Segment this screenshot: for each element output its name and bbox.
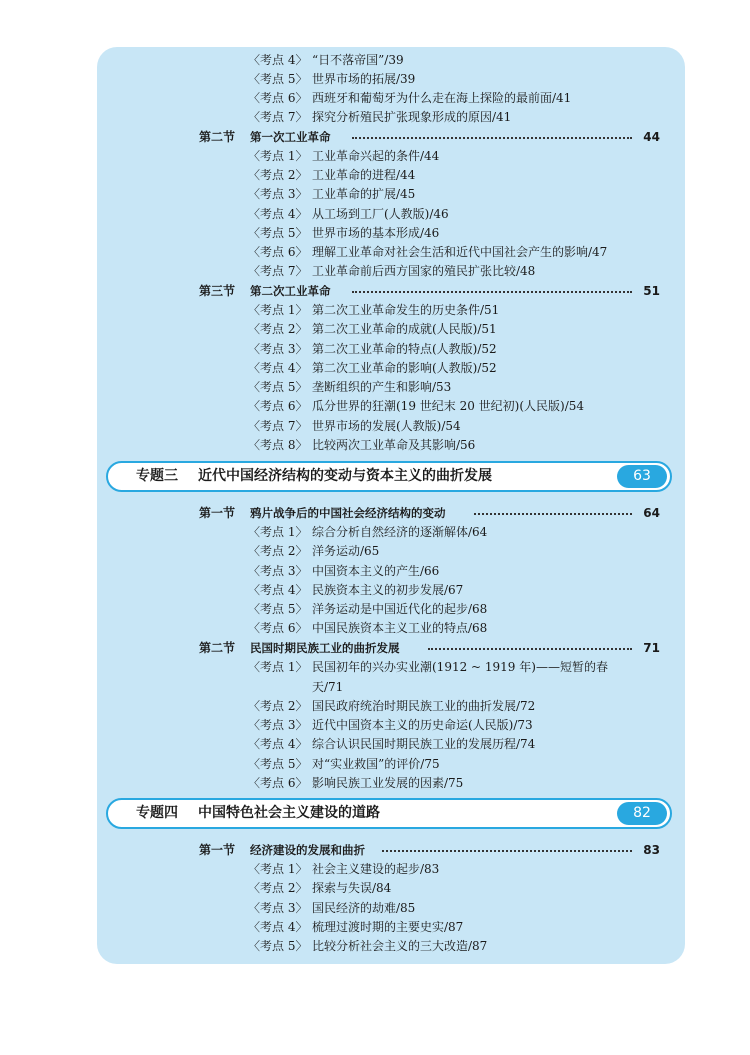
- item-text: 对“实业救国”的评价/75: [312, 757, 440, 771]
- section-page: 83: [643, 843, 660, 857]
- leader-dots: [352, 291, 632, 293]
- section-title: 鸦片战争后的中国社会经济结构的变动: [250, 506, 446, 520]
- toc-item[interactable]: [0, 581, 750, 600]
- section-title: 第一次工业革命: [250, 130, 331, 144]
- item-text: 民国初年的兴办实业潮(1912 ~ 1919 年)——短暂的春: [312, 660, 608, 674]
- item-tag: 〈考点 6〉: [248, 776, 308, 790]
- leader-dots: [382, 850, 632, 852]
- item-text: 工业革命的扩展/45: [312, 187, 416, 201]
- item-tag: 〈考点 2〉: [248, 544, 308, 558]
- item-text: 近代中国资本主义的历史命运(人民版)/73: [312, 718, 533, 732]
- item-tag: 〈考点 3〉: [248, 718, 308, 732]
- toc-item[interactable]: [0, 108, 750, 127]
- toc-item[interactable]: [0, 600, 750, 619]
- item-text: 社会主义建设的起步/83: [312, 862, 440, 876]
- item-tag: 〈考点 3〉: [248, 342, 308, 356]
- item-text: 综合分析自然经济的逐渐解体/64: [312, 525, 488, 539]
- section-page: 64: [643, 506, 660, 520]
- toc-item[interactable]: [0, 918, 750, 937]
- item-text: 天/71: [312, 680, 344, 694]
- section-page: 44: [643, 130, 660, 144]
- toc-item[interactable]: [0, 185, 750, 204]
- item-tag: 〈考点 5〉: [248, 380, 308, 394]
- section-number: 第一节: [199, 506, 236, 520]
- item-tag: 〈考点 1〉: [248, 525, 308, 539]
- topic-number: 专题四: [136, 805, 178, 821]
- toc-item[interactable]: [0, 243, 750, 262]
- item-tag: 〈考点 4〉: [248, 53, 308, 67]
- item-tag: 〈考点 7〉: [248, 264, 308, 278]
- section-title: 经济建设的发展和曲折: [250, 843, 365, 857]
- toc-item[interactable]: [0, 70, 750, 89]
- leader-dots: [352, 137, 632, 139]
- item-tag: 〈考点 5〉: [248, 757, 308, 771]
- item-tag: 〈考点 6〉: [248, 399, 308, 413]
- toc-item[interactable]: [0, 397, 750, 416]
- toc-item[interactable]: [0, 359, 750, 378]
- item-tag: 〈考点 4〉: [248, 361, 308, 375]
- item-text: 工业革命前后西方国家的殖民扩张比较/48: [312, 264, 536, 278]
- section-title: 民国时期民族工业的曲折发展: [250, 641, 400, 655]
- toc-item[interactable]: [0, 523, 750, 542]
- item-text: 瓜分世界的狂潮(19 世纪末 20 世纪初)(人民版)/54: [312, 399, 585, 413]
- item-tag: 〈考点 7〉: [248, 419, 308, 433]
- item-text: 中国资本主义的产生/66: [312, 564, 440, 578]
- toc-item[interactable]: [0, 205, 750, 224]
- item-text: 从工场到工厂(人教版)/46: [312, 207, 449, 221]
- toc-item[interactable]: [0, 755, 750, 774]
- section-page: 51: [643, 284, 660, 298]
- toc-item[interactable]: [0, 735, 750, 754]
- item-text: 世界市场的发展(人教版)/54: [312, 419, 461, 433]
- topic-title: 中国特色社会主义建设的道路: [198, 805, 380, 821]
- item-tag: 〈考点 3〉: [248, 564, 308, 578]
- toc-item[interactable]: [0, 378, 750, 397]
- section-heading[interactable]: [0, 841, 750, 860]
- item-tag: 〈考点 4〉: [248, 207, 308, 221]
- toc-item[interactable]: [0, 879, 750, 898]
- item-text: 第二次工业革命的影响(人教版)/52: [312, 361, 497, 375]
- section-number: 第二节: [199, 641, 236, 655]
- leader-dots: [474, 513, 632, 515]
- section-number: 第一节: [199, 843, 236, 857]
- item-text: 综合认识民国时期民族工业的发展历程/74: [312, 737, 536, 751]
- toc-item[interactable]: [0, 417, 750, 436]
- toc-item[interactable]: [0, 716, 750, 735]
- toc-item[interactable]: [0, 658, 750, 677]
- item-text: 工业革命的进程/44: [312, 168, 416, 182]
- toc-item[interactable]: [0, 436, 750, 455]
- item-text: 理解工业革命对社会生活和近代中国社会产生的影响/47: [312, 245, 608, 259]
- item-tag: 〈考点 8〉: [248, 438, 308, 452]
- item-tag: 〈考点 4〉: [248, 920, 308, 934]
- item-tag: 〈考点 4〉: [248, 737, 308, 751]
- item-text: 洋务运动是中国近代化的起步/68: [312, 602, 488, 616]
- toc-item[interactable]: [0, 51, 750, 70]
- section-heading[interactable]: [0, 282, 750, 301]
- topic-page-badge: 82: [617, 802, 667, 825]
- item-tag: 〈考点 3〉: [248, 901, 308, 915]
- item-text: 世界市场的基本形成/46: [312, 226, 440, 240]
- toc-item[interactable]: [0, 937, 750, 956]
- section-heading[interactable]: [0, 504, 750, 523]
- topic-number: 专题三: [136, 468, 178, 484]
- item-tag: 〈考点 5〉: [248, 602, 308, 616]
- item-tag: 〈考点 4〉: [248, 583, 308, 597]
- item-text: 第二次工业革命的特点(人教版)/52: [312, 342, 497, 356]
- toc-item[interactable]: [0, 562, 750, 581]
- toc-item[interactable]: [0, 774, 750, 793]
- toc-item[interactable]: [0, 860, 750, 879]
- leader-dots: [428, 648, 632, 650]
- item-text: 梳理过渡时期的主要史实/87: [312, 920, 464, 934]
- toc-item[interactable]: [0, 89, 750, 108]
- toc-item[interactable]: [0, 262, 750, 281]
- item-text: 比较分析社会主义的三大改造/87: [312, 939, 488, 953]
- topic-title: 近代中国经济结构的变动与资本主义的曲折发展: [198, 468, 492, 484]
- item-tag: 〈考点 5〉: [248, 226, 308, 240]
- item-text: 工业革命兴起的条件/44: [312, 149, 440, 163]
- topic-banner[interactable]: [106, 461, 672, 492]
- item-tag: 〈考点 1〉: [248, 660, 308, 674]
- topic-page-badge: 63: [617, 465, 667, 488]
- item-tag: 〈考点 2〉: [248, 881, 308, 895]
- item-text: 第二次工业革命的成就(人民版)/51: [312, 322, 497, 336]
- item-text: 第二次工业革命发生的历史条件/51: [312, 303, 500, 317]
- toc-item[interactable]: [0, 301, 750, 320]
- topic-banner[interactable]: [106, 798, 672, 829]
- section-title: 第二次工业革命: [250, 284, 331, 298]
- item-text: 民族资本主义的初步发展/67: [312, 583, 464, 597]
- item-tag: 〈考点 1〉: [248, 862, 308, 876]
- item-text: “日不落帝国”/39: [312, 53, 404, 67]
- item-tag: 〈考点 6〉: [248, 91, 308, 105]
- item-tag: 〈考点 5〉: [248, 939, 308, 953]
- item-text: 洋务运动/65: [312, 544, 380, 558]
- item-text: 探索与失误/84: [312, 881, 392, 895]
- toc-item[interactable]: [0, 320, 750, 339]
- section-number: 第二节: [199, 130, 236, 144]
- item-tag: 〈考点 6〉: [248, 621, 308, 635]
- section-page: 71: [643, 641, 660, 655]
- item-tag: 〈考点 1〉: [248, 149, 308, 163]
- section-heading[interactable]: [0, 639, 750, 658]
- item-text: 中国民族资本主义工业的特点/68: [312, 621, 488, 635]
- item-text: 国民政府统治时期民族工业的曲折发展/72: [312, 699, 536, 713]
- item-text: 世界市场的拓展/39: [312, 72, 416, 86]
- item-tag: 〈考点 3〉: [248, 187, 308, 201]
- section-number: 第三节: [199, 284, 236, 298]
- item-text: 探究分析殖民扩张现象形成的原因/41: [312, 110, 512, 124]
- item-text: 国民经济的劫难/85: [312, 901, 416, 915]
- item-text: 比较两次工业革命及其影响/56: [312, 438, 476, 452]
- item-tag: 〈考点 2〉: [248, 168, 308, 182]
- toc-item-continuation[interactable]: [0, 678, 750, 697]
- item-tag: 〈考点 5〉: [248, 72, 308, 86]
- item-text: 影响民族工业发展的因素/75: [312, 776, 464, 790]
- toc-item[interactable]: [0, 224, 750, 243]
- item-tag: 〈考点 1〉: [248, 303, 308, 317]
- section-heading[interactable]: [0, 128, 750, 147]
- item-tag: 〈考点 2〉: [248, 699, 308, 713]
- item-tag: 〈考点 6〉: [248, 245, 308, 259]
- item-text: 垄断组织的产生和影响/53: [312, 380, 452, 394]
- item-text: 西班牙和葡萄牙为什么走在海上探险的最前面/41: [312, 91, 572, 105]
- toc-item[interactable]: [0, 697, 750, 716]
- item-tag: 〈考点 2〉: [248, 322, 308, 336]
- toc-item[interactable]: [0, 542, 750, 561]
- toc-item[interactable]: [0, 619, 750, 638]
- toc-item[interactable]: [0, 166, 750, 185]
- item-tag: 〈考点 7〉: [248, 110, 308, 124]
- toc-item[interactable]: [0, 147, 750, 166]
- toc-item[interactable]: [0, 899, 750, 918]
- toc-item[interactable]: [0, 340, 750, 359]
